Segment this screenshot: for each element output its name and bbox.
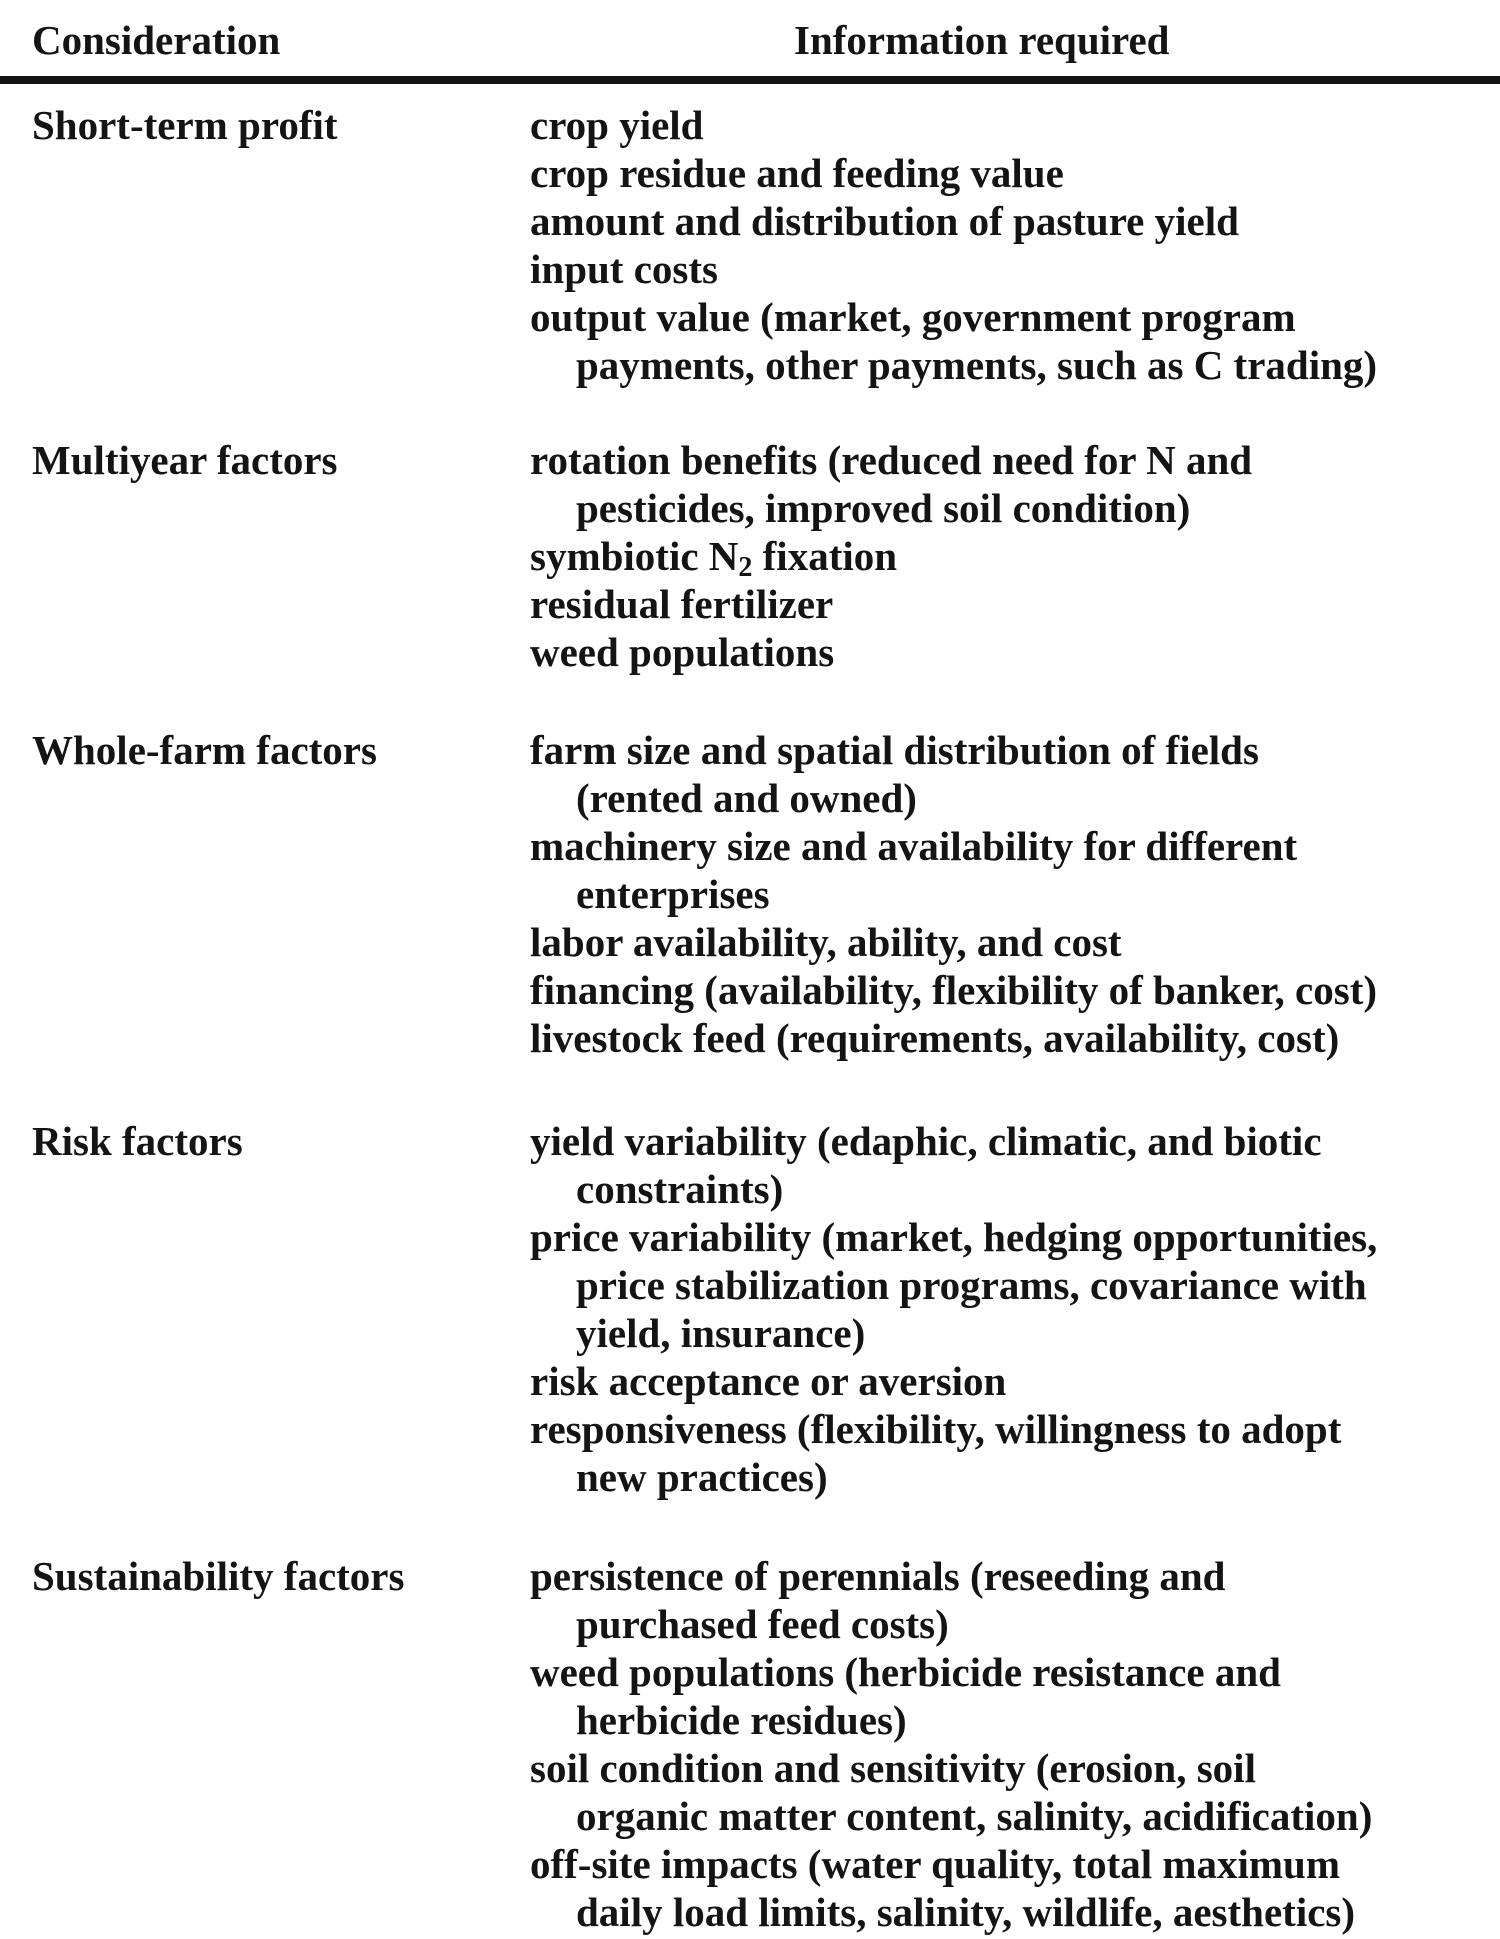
- information-line: pesticides, improved soil condition): [576, 485, 1191, 531]
- information-list: [530, 1552, 1490, 1936]
- information-line: rotation benefits (reduced need for N and: [530, 437, 1253, 483]
- information-line: weed populations: [530, 629, 835, 675]
- information-line: responsiveness (flexibility, willingness to adopt: [530, 1406, 1342, 1452]
- consideration-label: Multiyear factors: [32, 437, 338, 483]
- information-item: [530, 580, 1490, 628]
- information-list: [530, 726, 1490, 1062]
- information-line: weed populations (herbicide resistance and: [530, 1649, 1281, 1695]
- information-item: [530, 822, 1490, 918]
- information-line: soil condition and sensitivity (erosion, soil: [530, 1745, 1256, 1791]
- header-rule: [0, 76, 1500, 84]
- information-line: input costs: [530, 246, 718, 292]
- information-line: organic matter content, salinity, acidification): [576, 1793, 1373, 1839]
- information-line: yield, insurance): [576, 1310, 866, 1356]
- information-line: amount and distribution of pasture yield: [530, 198, 1239, 244]
- information-list: [530, 436, 1490, 676]
- information-list: [530, 1117, 1490, 1501]
- information-item: [530, 149, 1490, 197]
- consideration-label: Whole-farm factors: [32, 727, 377, 773]
- information-item: [530, 197, 1490, 245]
- information-item: [530, 1744, 1490, 1840]
- information-item: [530, 293, 1490, 389]
- information-item: [530, 966, 1490, 1014]
- information-line: symbiotic $N_2$ fixation: [530, 533, 898, 583]
- information-line: labor availability, ability, and cost: [530, 919, 1122, 965]
- information-line: yield variability (edaphic, climatic, and biotic: [530, 1118, 1322, 1164]
- header-information-required: Information required: [794, 17, 1170, 63]
- information-line: risk acceptance or aversion: [530, 1358, 1007, 1404]
- information-line: livestock feed (requirements, availability, cost): [530, 1015, 1340, 1061]
- information-line: enterprises: [576, 871, 770, 917]
- information-list: [530, 101, 1490, 389]
- information-item: [530, 1357, 1490, 1405]
- information-line: price variability (market, hedging opportunities,: [530, 1214, 1378, 1260]
- information-line: off-site impacts (water quality, total maximum: [530, 1841, 1341, 1887]
- information-item: [530, 918, 1490, 966]
- information-item: [530, 1213, 1490, 1357]
- consideration-label: Risk factors: [32, 1118, 243, 1164]
- consideration-label: Short-term profit: [32, 102, 338, 148]
- consideration-label: Sustainability factors: [32, 1553, 405, 1599]
- information-line: crop residue and feeding value: [530, 150, 1064, 196]
- header-consideration: Consideration: [32, 17, 281, 63]
- information-line: new practices): [576, 1454, 828, 1500]
- information-item: [530, 1405, 1490, 1501]
- information-line: price stabilization programs, covariance with: [576, 1262, 1367, 1308]
- information-line: daily load limits, salinity, wildlife, aesthetics): [576, 1889, 1356, 1935]
- information-line: farm size and spatial distribution of fields: [530, 727, 1259, 773]
- information-line: residual fertilizer: [530, 581, 834, 627]
- information-line: financing (availability, flexibility of banker, cost): [530, 967, 1378, 1013]
- information-line: herbicide residues): [576, 1697, 907, 1743]
- information-line: payments, other payments, such as C trading): [576, 342, 1378, 388]
- information-item: [530, 628, 1490, 676]
- information-line: (rented and owned): [576, 775, 917, 821]
- information-item: [530, 726, 1490, 822]
- information-item: [530, 1014, 1490, 1062]
- information-line: constraints): [576, 1166, 784, 1212]
- information-item: [530, 532, 1490, 583]
- information-line: purchased feed costs): [576, 1601, 949, 1647]
- information-item: [530, 1552, 1490, 1648]
- information-item: [530, 1840, 1490, 1936]
- information-line: crop yield: [530, 102, 704, 148]
- information-line: output value (market, government program: [530, 294, 1296, 340]
- information-item: [530, 101, 1490, 149]
- information-item: [530, 436, 1490, 532]
- information-item: [530, 245, 1490, 293]
- information-item: [530, 1117, 1490, 1213]
- information-line: machinery size and availability for different: [530, 823, 1298, 869]
- information-item: [530, 1648, 1490, 1744]
- table-header: [0, 0, 1500, 80]
- information-line: persistence of perennials (reseeding and: [530, 1553, 1226, 1599]
